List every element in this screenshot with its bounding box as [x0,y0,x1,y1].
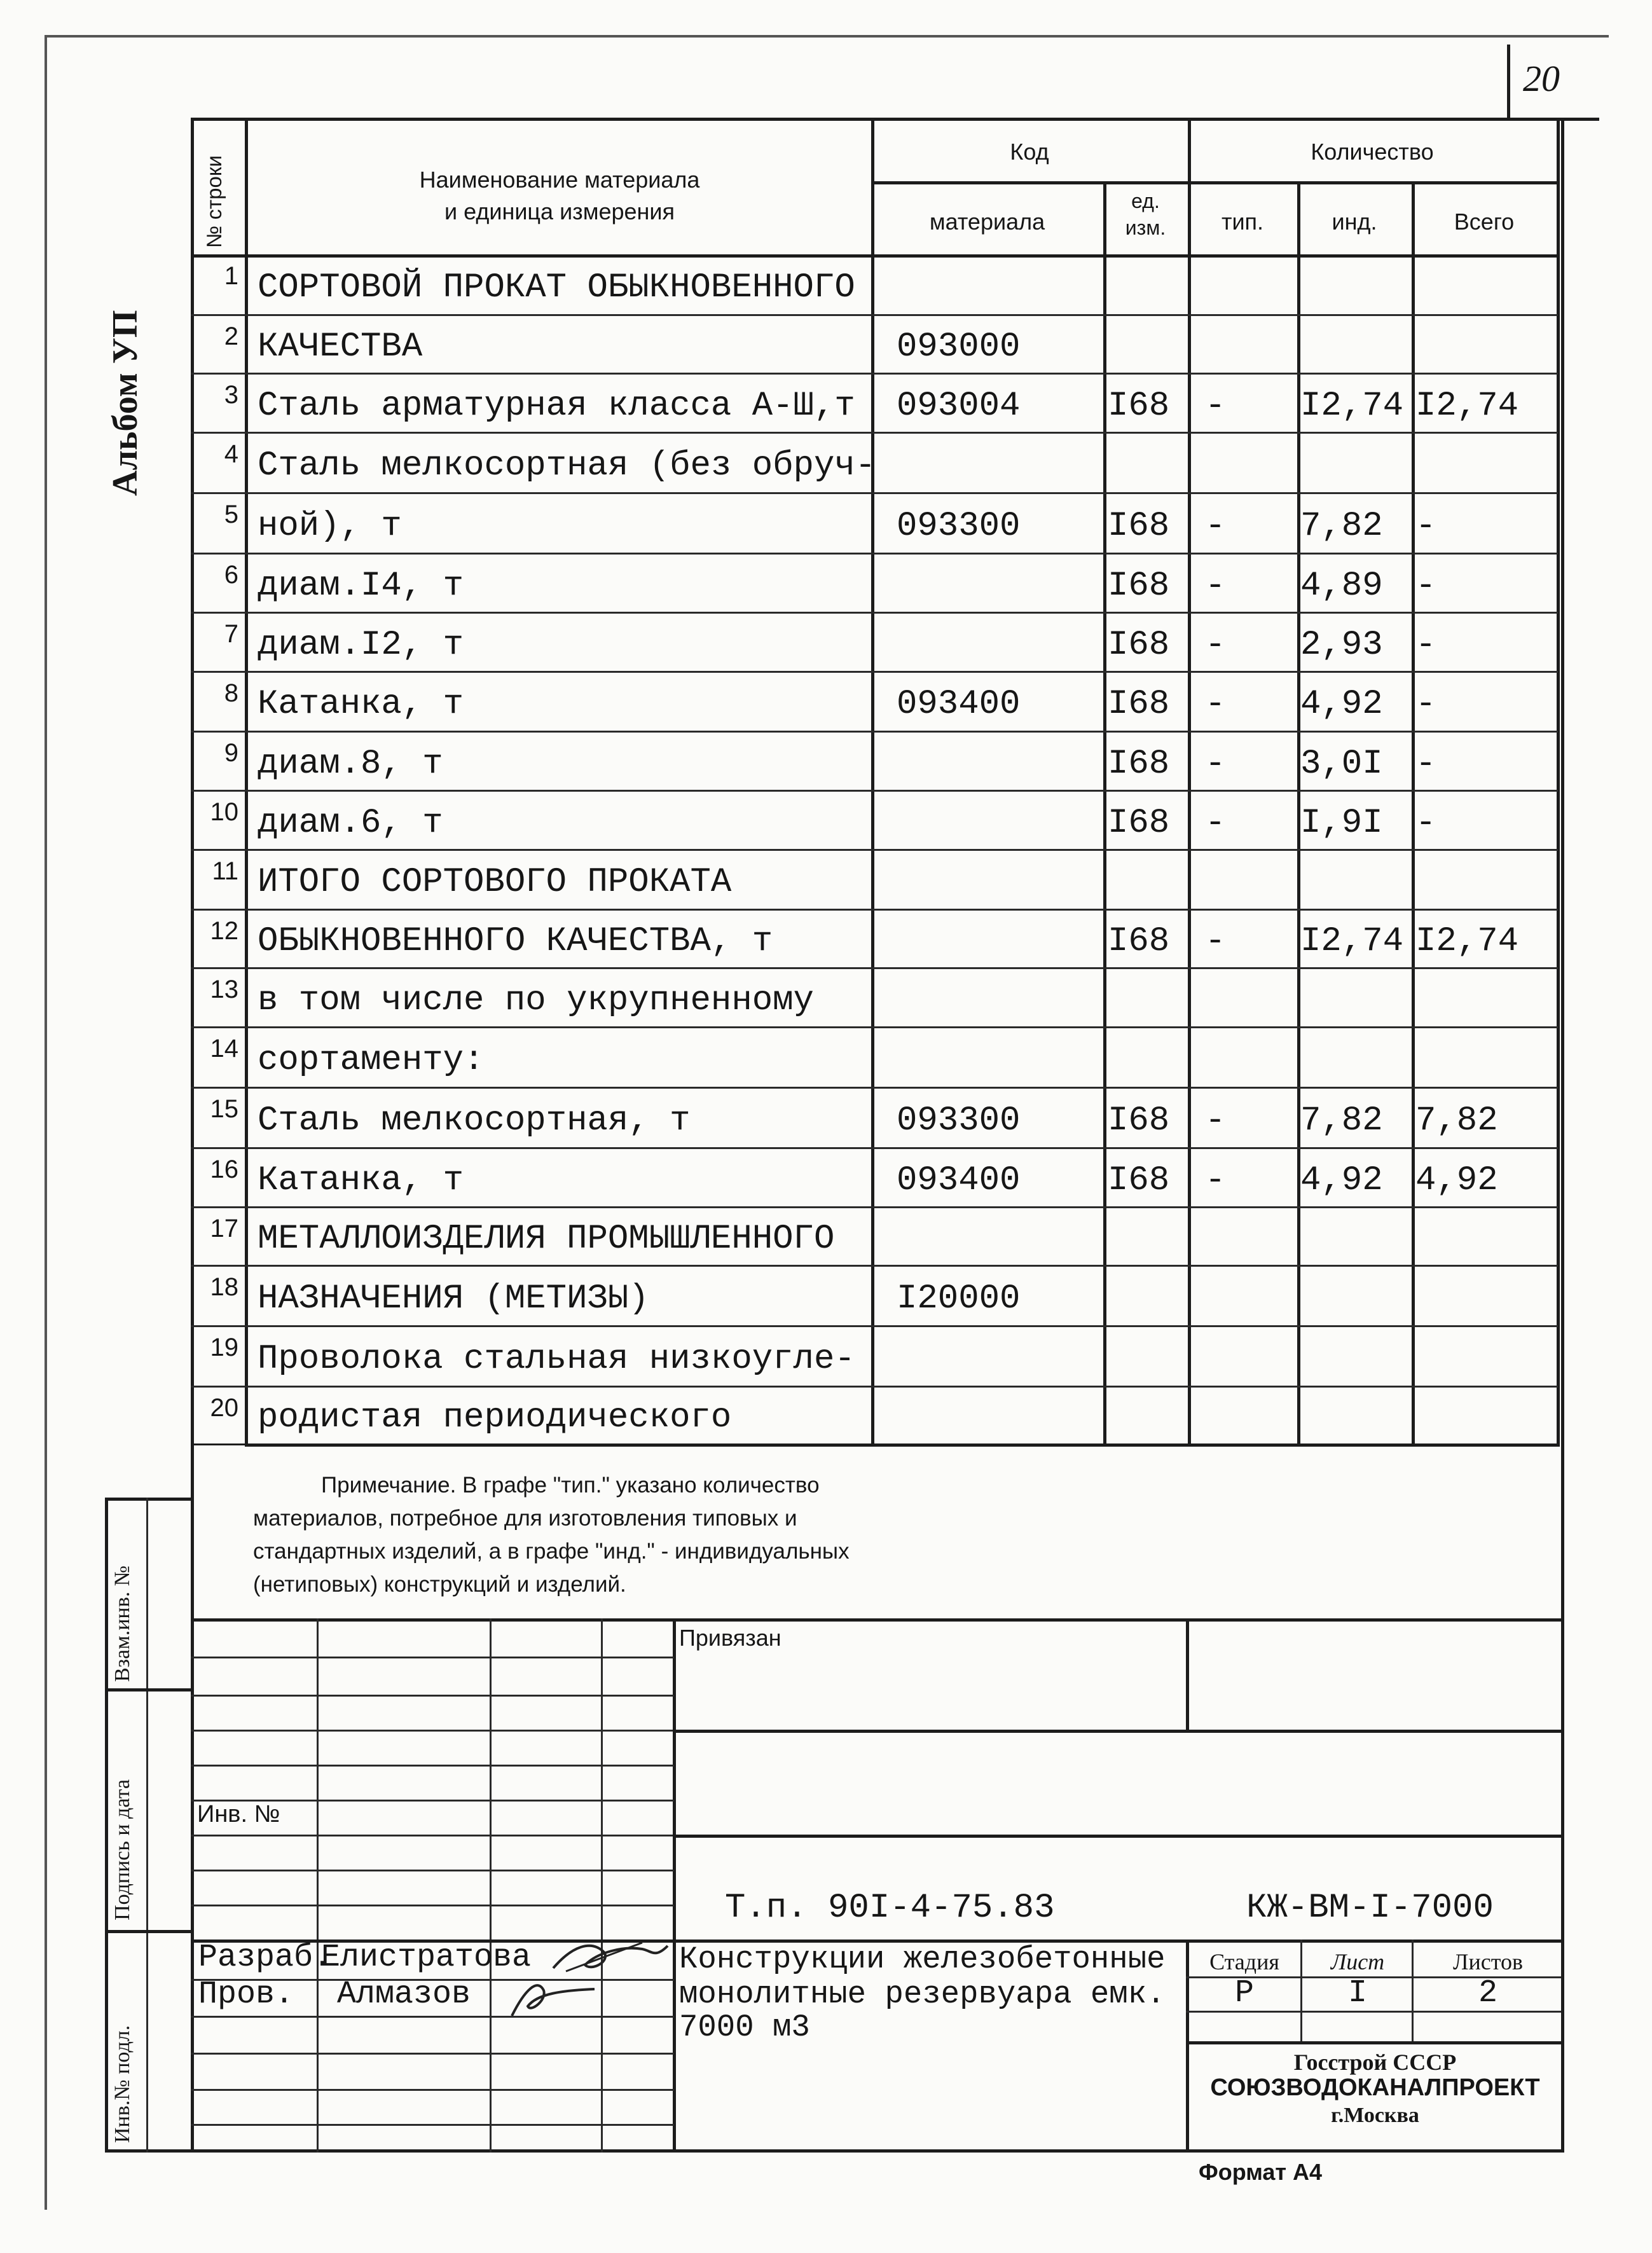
cell-code: 093004 [897,387,1021,425]
sign-date-label: Подпись и дата [111,1779,134,1920]
row-number: 10 [210,798,238,826]
cell-total: - [1415,685,1436,724]
cell-total: I2,74 [1415,922,1519,961]
header-typ: тип. [1221,209,1264,235]
title-line3: 7000 м3 [679,2009,810,2045]
inv-original-label: Инв.№ подл. [111,2025,134,2143]
stage-value: Р [1234,1975,1254,2011]
cell-unit: I68 [1108,567,1170,605]
cell-code: 093300 [897,1101,1021,1140]
developer-name: Елистратова [321,1940,532,1976]
row-number: 17 [210,1215,238,1243]
cell-typ: - [1205,745,1226,783]
cell-name: в том числе по укрупненному [258,981,814,1020]
cell-unit: I68 [1108,804,1170,843]
title-line1: Конструкции железобетонные [679,1941,1166,1977]
cell-typ: - [1205,1161,1226,1200]
sheet-top-border [45,35,1609,38]
developer-role: Разраб. [198,1940,333,1976]
sheet-value: I [1347,1975,1367,2011]
cell-ind: I2,74 [1300,387,1404,425]
row-number: 8 [224,679,238,707]
exchange-inv-label: Взам.инв. № [111,1565,134,1682]
cell-ind: 3,0I [1300,745,1383,783]
cell-total: - [1415,626,1436,665]
row-number: 12 [210,917,238,945]
cell-total: 4,92 [1415,1161,1498,1200]
checker-role: Пров. [198,1976,294,2013]
checker-signature [499,1971,607,2022]
cell-ind: 7,82 [1300,507,1383,546]
cell-name: ОБЫКНОВЕННОГО КАЧЕСТВА, т [258,922,773,961]
row-number: 15 [210,1095,238,1123]
cell-typ: - [1205,685,1226,724]
cell-name: Сталь мелкосортная (без обруч- [258,446,876,485]
sheet-left-border [45,35,47,2210]
cell-name: ИТОГО СОРТОВОГО ПРОКАТА [258,863,732,902]
cell-total: - [1415,804,1436,843]
cell-ind: 4,89 [1300,567,1383,605]
cell-ind: I2,74 [1300,922,1404,961]
doc-code: Т.п. 90I-4-75.83 [725,1889,1055,1927]
note-line2: материалов, потребное для изготовления типовых и [253,1506,797,1531]
cell-name: Катанка, т [258,685,464,724]
cell-code: 093000 [897,327,1021,366]
note-line4: (нетиповых) конструкций и изделий. [253,1572,626,1597]
row-number: 1 [224,262,238,290]
row-number: 2 [224,322,238,350]
cell-typ: - [1205,922,1226,961]
cell-unit: I68 [1108,626,1170,665]
cell-typ: - [1205,507,1226,546]
cell-ind: 2,93 [1300,626,1383,665]
header-row-no: № строки [202,155,226,248]
note-line1: Примечание. В графе "тип." указано количество [321,1473,820,1498]
cell-ind: 4,92 [1300,1161,1383,1200]
title-line2: монолитные резервуара емк. [679,1976,1166,2012]
cell-name: диам.I2, т [258,626,464,665]
note-line3: стандартных изделий, а в графе "инд." - индивидуальных [253,1539,850,1564]
cell-code: I20000 [897,1279,1021,1318]
header-name-line2: и единица измерения [444,198,675,224]
cell-unit: I68 [1108,922,1170,961]
cell-name: НАЗНАЧЕНИЯ (МЕТИЗЫ) [258,1279,649,1318]
cell-typ: - [1205,567,1226,605]
cell-code: 093300 [897,507,1021,546]
cell-name: родистая периодического [258,1398,732,1437]
cell-unit: I68 [1108,387,1170,425]
cell-total: - [1415,745,1436,783]
cell-unit: I68 [1108,1101,1170,1140]
cell-unit: I68 [1108,685,1170,724]
row-number: 14 [210,1035,238,1063]
row-number: 19 [210,1333,238,1361]
cell-name: Сталь арматурная класса А-Ш,т [258,387,855,425]
row-number: 11 [212,857,238,885]
cell-name: диам.I4, т [258,567,464,605]
cell-total: 7,82 [1415,1101,1498,1140]
row-number: 13 [210,975,238,1003]
header-total: Всего [1454,209,1515,235]
page-number: 20 [1523,58,1560,99]
cell-total: I2,74 [1415,387,1519,425]
cell-ind: 7,82 [1300,1101,1383,1140]
cell-name: СОРТОВОЙ ПРОКАТ ОБЫКНОВЕННОГО [258,268,855,307]
row-number: 6 [224,561,238,589]
org-line1: Госстрой СССР [1293,2050,1457,2075]
row-number: 5 [224,500,238,528]
header-material-code: материала [929,209,1045,235]
row-number: 4 [224,440,238,468]
cell-unit: I68 [1108,745,1170,783]
cell-name: ной), т [258,507,402,546]
inv-no-label: Инв. № [197,1801,280,1828]
cell-code: 093400 [897,685,1021,724]
right-margin-line [1561,118,1564,2153]
album-label: Альбом УП [106,310,145,496]
cell-name: сортаменту: [258,1041,485,1080]
cell-name: КАЧЕСТВА [258,327,423,366]
cell-ind: I,9I [1300,804,1383,843]
row-number: 7 [224,620,238,648]
cell-typ: - [1205,387,1226,425]
sheet-code: КЖ-ВМ-I-7000 [1246,1889,1494,1927]
header-ind: инд. [1332,209,1377,235]
cell-name: МЕТАЛЛОИЗДЕЛИЯ ПРОМЫШЛЕННОГО [258,1220,835,1258]
header-unit-line1: ед. [1131,189,1160,212]
header-code-group: Код [1010,139,1049,165]
checker-name: Алмазов [337,1976,471,2013]
sheets-label: Листов [1453,1949,1523,1974]
cell-typ: - [1205,626,1226,665]
cell-unit: I68 [1108,507,1170,546]
cell-total: - [1415,507,1436,546]
format-label: Формат А4 [1199,2159,1323,2185]
cell-name: Сталь мелкосортная, т [258,1101,691,1140]
tied-to-label: Привязан [679,1625,781,1651]
row-number: 20 [210,1394,238,1422]
cell-name: диам.8, т [258,745,443,783]
cell-total: - [1415,567,1436,605]
cell-code: 093400 [897,1161,1021,1200]
row-number: 18 [210,1273,238,1301]
cell-name: Катанка, т [258,1161,464,1200]
org-line3: г.Москва [1331,2104,1419,2127]
sheets-value: 2 [1478,1975,1497,2011]
cell-ind: 4,92 [1300,685,1383,724]
header-name-line1: Наименование материала [419,167,700,193]
header-qty-group: Количество [1311,139,1434,165]
row-number: 3 [224,381,238,409]
cell-name: Проволока стальная низкоугле- [258,1340,855,1379]
cell-unit: I68 [1108,1161,1170,1200]
row-number: 16 [210,1155,238,1183]
row-number: 9 [224,739,238,767]
cell-name: диам.6, т [258,804,443,843]
stage-label: Стадия [1209,1949,1279,1974]
cell-typ: - [1205,1101,1226,1140]
sheet-label: Лист [1330,1949,1385,1974]
cell-typ: - [1205,804,1226,843]
header-unit-line2: изм. [1125,216,1166,239]
org-line2: СОЮЗВОДОКАНАЛПРОЕКТ [1210,2074,1540,2101]
